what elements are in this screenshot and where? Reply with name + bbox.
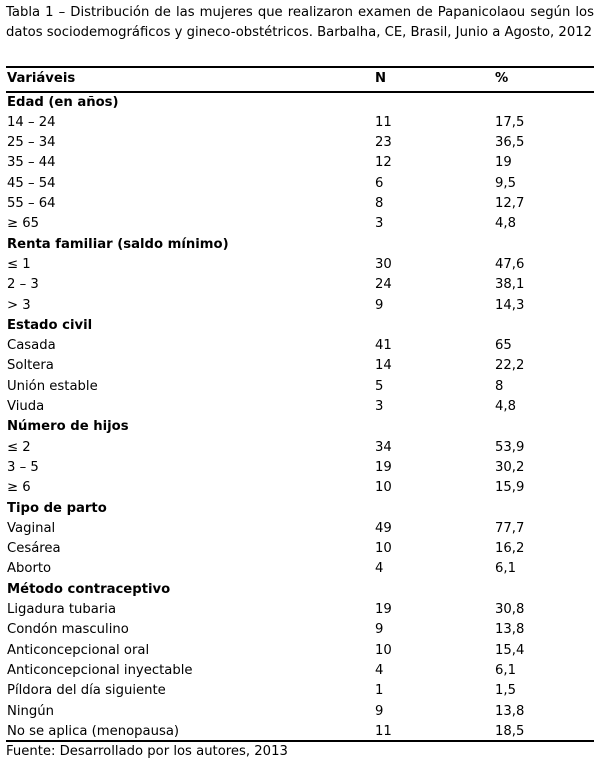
table-row xyxy=(6,641,594,661)
row-label: Anticoncepcional oral xyxy=(7,642,150,658)
row-percent-value: 12,7 xyxy=(495,196,525,211)
row-n-value: 6 xyxy=(375,175,384,191)
row-n-value: 5 xyxy=(375,378,384,394)
row-percent-value: 8 xyxy=(495,378,504,394)
table-row xyxy=(6,255,594,275)
row-label: ≤ 1 xyxy=(7,256,31,272)
section-header-row xyxy=(6,417,594,437)
table-top-rule xyxy=(6,66,594,68)
table-bottom-rule xyxy=(6,740,594,742)
section-header-row xyxy=(6,580,594,600)
row-label: 14 – 24 xyxy=(7,114,56,130)
section-header-row xyxy=(6,93,594,113)
row-label: ≥ 65 xyxy=(7,216,40,232)
table-row xyxy=(6,620,594,640)
row-n-value: 19 xyxy=(375,602,392,617)
row-n-value: 10 xyxy=(375,541,392,557)
section-label: Número de hijos xyxy=(7,419,129,435)
table-caption: Tabla 1 – Distribución de las mujeres que realizaron examen de Papanicolaou según los datos sociodemográficos y gineco-obstétricos. Barbalha, CE, Brasil, Junio a Agosto, 2012 xyxy=(6,5,594,40)
row-percent-value: 9,5 xyxy=(495,175,516,191)
table-row xyxy=(6,397,594,417)
table-row xyxy=(6,559,594,579)
row-percent-value: 18,5 xyxy=(495,723,525,739)
row-n-value: 10 xyxy=(375,642,392,658)
row-n-value: 3 xyxy=(375,216,384,232)
table-row xyxy=(6,702,594,722)
table-row xyxy=(6,600,594,620)
row-percent-value: 38,1 xyxy=(495,277,525,293)
table-row xyxy=(6,153,594,173)
row-percent-value: 30,8 xyxy=(495,602,525,617)
table-row xyxy=(6,539,594,559)
row-percent-value: 65 xyxy=(495,338,512,354)
row-percent-value: 13,8 xyxy=(495,703,525,719)
row-n-value: 11 xyxy=(375,723,392,739)
row-label: Cesárea xyxy=(7,541,61,557)
row-percent-value: 77,7 xyxy=(495,520,525,536)
row-percent-value: 53,9 xyxy=(495,439,525,455)
row-label: 2 – 3 xyxy=(7,277,39,293)
table-header-row xyxy=(6,69,594,89)
row-percent-value: 36,5 xyxy=(495,135,525,151)
row-label: 25 – 34 xyxy=(7,135,56,151)
row-percent-value: 15,4 xyxy=(495,642,525,658)
row-percent-value: 13,8 xyxy=(495,622,525,638)
row-n-value: 30 xyxy=(375,256,392,272)
table-source-note: Fuente: Desarrollado por los autores, 2013 xyxy=(6,744,288,759)
row-label: Píldora del día siguiente xyxy=(7,683,166,699)
row-label: Soltera xyxy=(7,358,54,374)
row-label: Aborto xyxy=(7,561,52,577)
row-n-value: 49 xyxy=(375,520,392,536)
row-percent-value: 47,6 xyxy=(495,256,525,272)
row-label: > 3 xyxy=(7,297,31,313)
row-n-value: 9 xyxy=(375,622,384,638)
table-row xyxy=(6,519,594,539)
table-row xyxy=(6,478,594,498)
row-n-value: 3 xyxy=(375,399,384,414)
row-label: Ningún xyxy=(7,703,54,719)
row-n-value: 24 xyxy=(375,277,392,293)
row-n-value: 34 xyxy=(375,439,392,455)
row-n-value: 11 xyxy=(375,114,392,130)
section-label: Estado civil xyxy=(7,317,93,333)
section-label: Tipo de parto xyxy=(7,500,107,516)
row-percent-value: 1,5 xyxy=(495,683,516,699)
row-percent-value: 6,1 xyxy=(495,561,516,577)
row-label: Ligadura tubaria xyxy=(7,602,117,617)
row-percent-value: 19 xyxy=(495,155,512,171)
table-row xyxy=(6,174,594,194)
row-label: Anticoncepcional inyectable xyxy=(7,662,193,678)
section-header-row xyxy=(6,316,594,336)
row-n-value: 8 xyxy=(375,196,384,211)
header-variaveis: Variáveis xyxy=(7,71,76,86)
table-row xyxy=(6,133,594,153)
row-label: Casada xyxy=(7,338,56,354)
row-n-value: 19 xyxy=(375,459,392,475)
row-n-value: 23 xyxy=(375,135,392,151)
row-percent-value: 22,2 xyxy=(495,358,525,374)
row-label: ≤ 2 xyxy=(7,439,31,455)
section-label: Renta familiar (saldo mínimo) xyxy=(7,236,229,252)
row-label: Unión estable xyxy=(7,378,98,394)
section-label: Método contraceptivo xyxy=(7,581,171,597)
row-label: 45 – 54 xyxy=(7,175,56,191)
section-header-row xyxy=(6,235,594,255)
row-n-value: 4 xyxy=(375,662,384,678)
row-label: Condón masculino xyxy=(7,622,129,638)
row-n-value: 4 xyxy=(375,561,384,577)
row-percent-value: 14,3 xyxy=(495,297,525,313)
table-row xyxy=(6,275,594,295)
table-row xyxy=(6,194,594,214)
row-n-value: 1 xyxy=(375,683,384,699)
header-percent: % xyxy=(495,71,509,86)
row-label: ≥ 6 xyxy=(7,480,31,496)
row-n-value: 9 xyxy=(375,297,384,313)
row-percent-value: 4,8 xyxy=(495,399,516,414)
row-label: Viuda xyxy=(7,399,45,414)
table-row xyxy=(6,214,594,234)
row-label: 35 – 44 xyxy=(7,155,56,171)
row-label: 3 – 5 xyxy=(7,459,39,475)
row-percent-value: 15,9 xyxy=(495,480,525,496)
table-row xyxy=(6,438,594,458)
row-percent-value: 4,8 xyxy=(495,216,516,232)
section-header-row xyxy=(6,499,594,519)
table-row xyxy=(6,296,594,316)
table-row xyxy=(6,681,594,701)
row-percent-value: 16,2 xyxy=(495,541,525,557)
row-n-value: 9 xyxy=(375,703,384,719)
table-row xyxy=(6,661,594,681)
row-percent-value: 17,5 xyxy=(495,114,525,130)
table-row xyxy=(6,336,594,356)
table-row xyxy=(6,356,594,376)
row-n-value: 14 xyxy=(375,358,392,374)
row-n-value: 41 xyxy=(375,338,392,354)
row-n-value: 12 xyxy=(375,155,392,171)
section-label: Edad (en años) xyxy=(7,94,119,110)
row-label: Vaginal xyxy=(7,520,56,536)
row-percent-value: 30,2 xyxy=(495,459,525,475)
table-row xyxy=(6,113,594,133)
row-n-value: 10 xyxy=(375,480,392,496)
row-label: No se aplica (menopausa) xyxy=(7,723,180,739)
row-label: 55 – 64 xyxy=(7,196,56,211)
table-row xyxy=(6,377,594,397)
row-percent-value: 6,1 xyxy=(495,662,516,678)
header-n: N xyxy=(375,71,387,86)
table-row xyxy=(6,458,594,478)
